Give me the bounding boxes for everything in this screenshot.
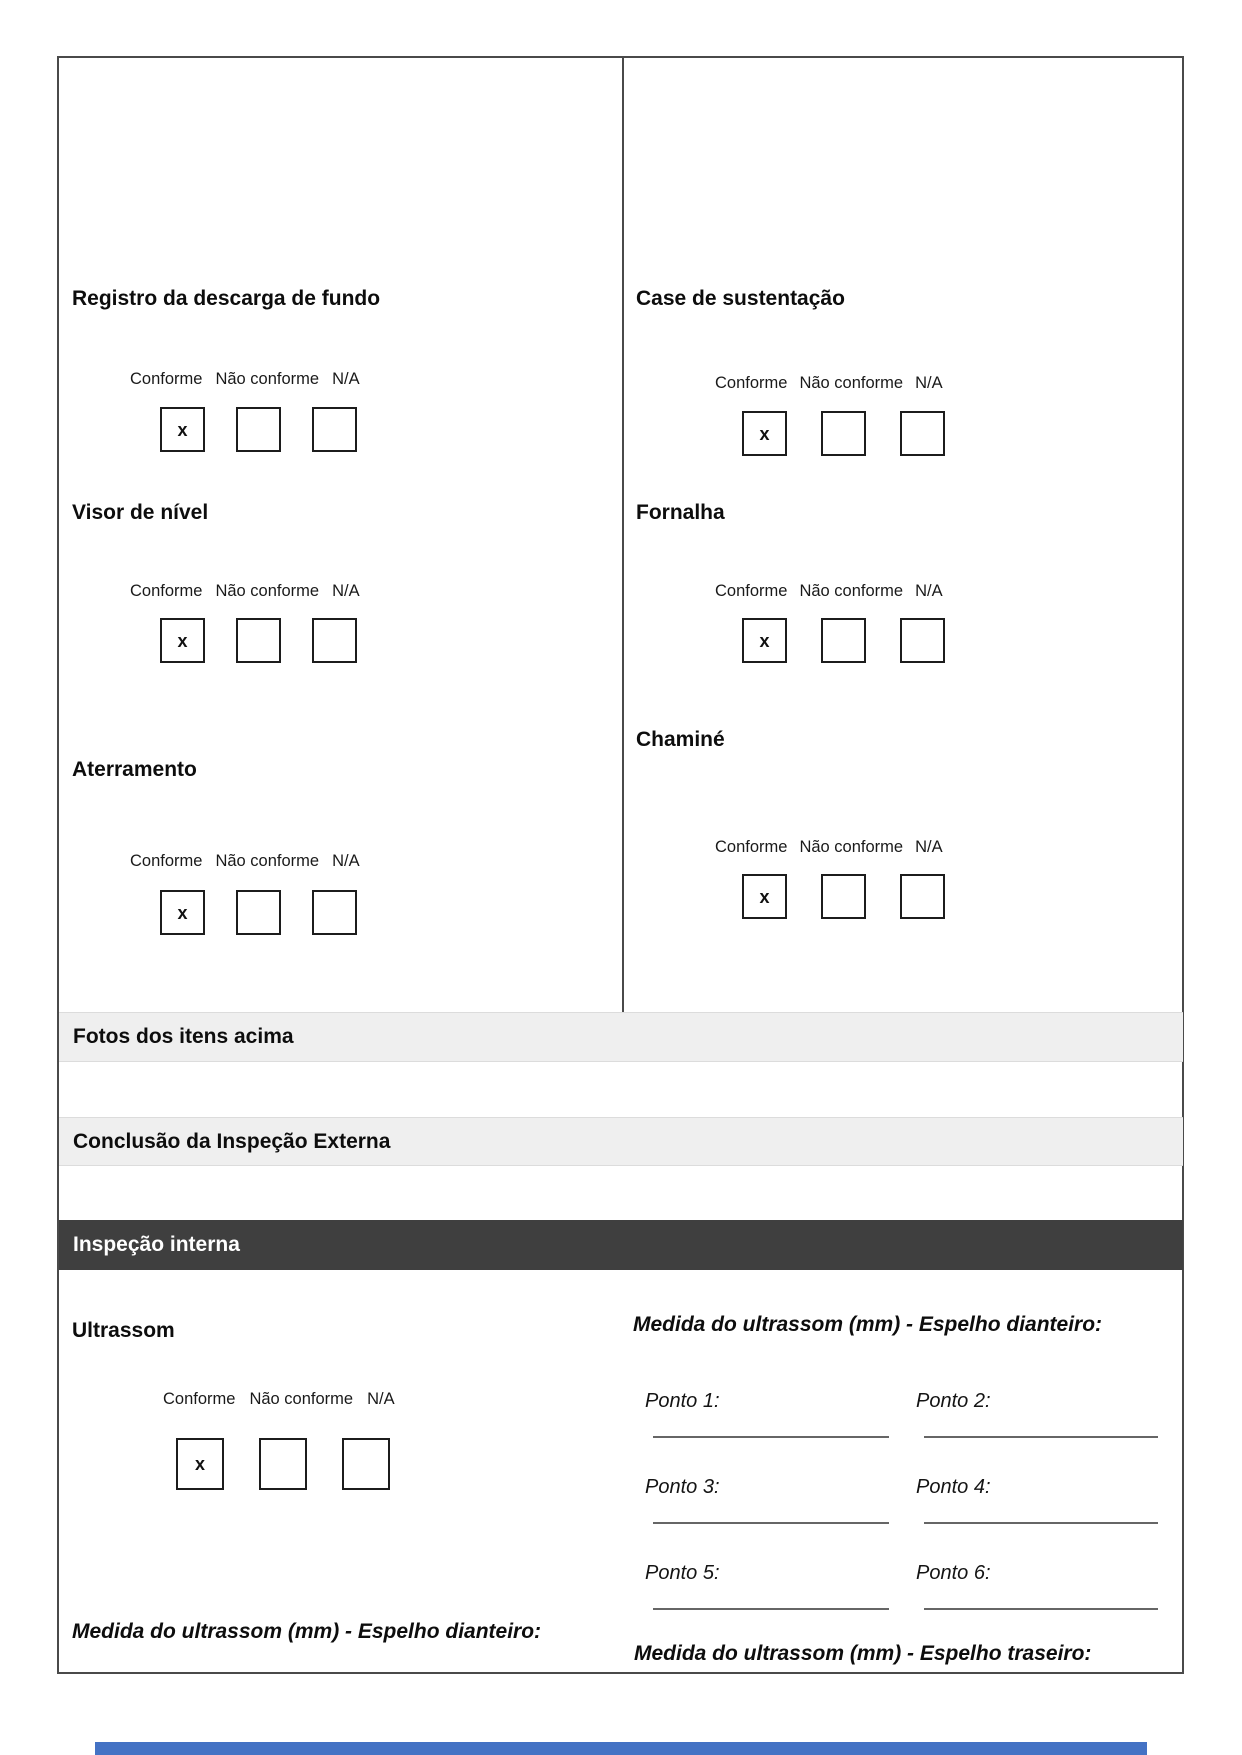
checkbox-nao-conforme[interactable]	[259, 1438, 307, 1490]
section-title: Registro da descarga de fundo	[72, 287, 381, 310]
option-label-conforme: Conforme	[715, 838, 788, 856]
checkbox-nao-conforme[interactable]	[236, 618, 281, 663]
checkbox-na[interactable]	[900, 874, 945, 919]
option-label-nao-conforme: Não conforme	[249, 1390, 354, 1408]
ponto-6-input-line[interactable]	[924, 1608, 1158, 1610]
ponto-3-label: Ponto 3:	[645, 1476, 720, 1498]
footer-accent-bar	[95, 1742, 1147, 1755]
checkbox-conforme[interactable]	[742, 618, 787, 663]
option-label-conforme: Conforme	[163, 1390, 236, 1408]
option-label-conforme: Conforme	[130, 582, 203, 600]
option-label-conforme: Conforme	[130, 852, 203, 870]
check-mark: x	[194, 1454, 205, 1474]
option-label-na: N/A	[915, 582, 943, 600]
ponto-5-label: Ponto 5:	[645, 1562, 720, 1584]
check-group-ultrassom	[58, 1318, 618, 1490]
ponto-6-label: Ponto 6:	[916, 1562, 991, 1584]
option-label-nao-conforme: Não conforme	[799, 582, 904, 600]
ponto-4-input-line[interactable]	[924, 1522, 1158, 1524]
checkbox-na[interactable]	[312, 407, 357, 452]
checkbox-nao-conforme[interactable]	[236, 890, 281, 935]
check-mark: x	[759, 423, 770, 444]
section-title: Ultrassom	[72, 1319, 175, 1342]
checkbox-na[interactable]	[900, 618, 945, 663]
option-label-na: N/A	[332, 370, 360, 388]
checkbox-nao-conforme[interactable]	[821, 411, 866, 456]
section-title: Case de sustentação	[636, 287, 845, 310]
checkbox-conforme[interactable]	[742, 411, 787, 456]
option-label-conforme: Conforme	[715, 374, 788, 392]
ponto-5-input-line[interactable]	[653, 1608, 889, 1610]
check-mark: x	[177, 419, 188, 440]
option-label-na: N/A	[915, 374, 943, 392]
section-title: Visor de nível	[72, 501, 209, 524]
section-header-fotos: Fotos dos itens acima	[59, 1012, 1183, 1062]
medida-dianteiro-heading: Medida do ultrassom (mm) - Espelho dianteiro:	[633, 1313, 1103, 1336]
check-group-chamine	[623, 727, 1183, 919]
option-label-na: N/A	[332, 582, 360, 600]
option-label-na: N/A	[332, 852, 360, 870]
section-header-inspecao-interna: Inspeção interna	[59, 1220, 1183, 1270]
check-group-aterramento	[58, 757, 618, 935]
check-mark: x	[759, 886, 770, 907]
option-label-nao-conforme: Não conforme	[799, 374, 904, 392]
check-group-case-sustentacao	[623, 286, 1183, 456]
option-label-conforme: Conforme	[130, 370, 203, 388]
option-label-nao-conforme: Não conforme	[215, 582, 320, 600]
section-title: Fornalha	[636, 501, 725, 524]
ponto-1-input-line[interactable]	[653, 1436, 889, 1438]
section-header-conclusao: Conclusão da Inspeção Externa	[59, 1117, 1183, 1166]
checkbox-na[interactable]	[312, 890, 357, 935]
section-title: Aterramento	[72, 758, 197, 781]
ponto-2-label: Ponto 2:	[916, 1390, 991, 1412]
section-title: Chaminé	[636, 728, 725, 751]
option-label-nao-conforme: Não conforme	[215, 370, 320, 388]
medida-dianteiro-bottom-heading: Medida do ultrassom (mm) - Espelho dianteiro:	[72, 1620, 542, 1643]
ponto-1-label: Ponto 1:	[645, 1390, 720, 1412]
check-group-fornalha	[623, 500, 1183, 663]
medida-traseiro-heading: Medida do ultrassom (mm) - Espelho traseiro:	[634, 1642, 1092, 1665]
checkbox-conforme[interactable]	[160, 407, 205, 452]
checkbox-na[interactable]	[900, 411, 945, 456]
check-mark: x	[759, 630, 770, 651]
check-mark: x	[177, 630, 188, 651]
checkbox-nao-conforme[interactable]	[821, 618, 866, 663]
option-label-na: N/A	[915, 838, 943, 856]
checkbox-nao-conforme[interactable]	[821, 874, 866, 919]
check-group-registro-descarga	[58, 286, 618, 452]
checkbox-conforme[interactable]	[160, 890, 205, 935]
ponto-3-input-line[interactable]	[653, 1522, 889, 1524]
checkbox-na[interactable]	[342, 1438, 390, 1490]
option-label-na: N/A	[367, 1390, 395, 1408]
check-mark: x	[177, 902, 188, 923]
ponto-4-label: Ponto 4:	[916, 1476, 991, 1498]
checkbox-conforme[interactable]	[742, 874, 787, 919]
check-group-visor-nivel	[58, 500, 618, 663]
option-label-conforme: Conforme	[715, 582, 788, 600]
ponto-2-input-line[interactable]	[924, 1436, 1158, 1438]
option-label-nao-conforme: Não conforme	[799, 838, 904, 856]
option-label-nao-conforme: Não conforme	[215, 852, 320, 870]
checkbox-conforme[interactable]	[176, 1438, 224, 1490]
checkbox-nao-conforme[interactable]	[236, 407, 281, 452]
checkbox-conforme[interactable]	[160, 618, 205, 663]
checkbox-na[interactable]	[312, 618, 357, 663]
